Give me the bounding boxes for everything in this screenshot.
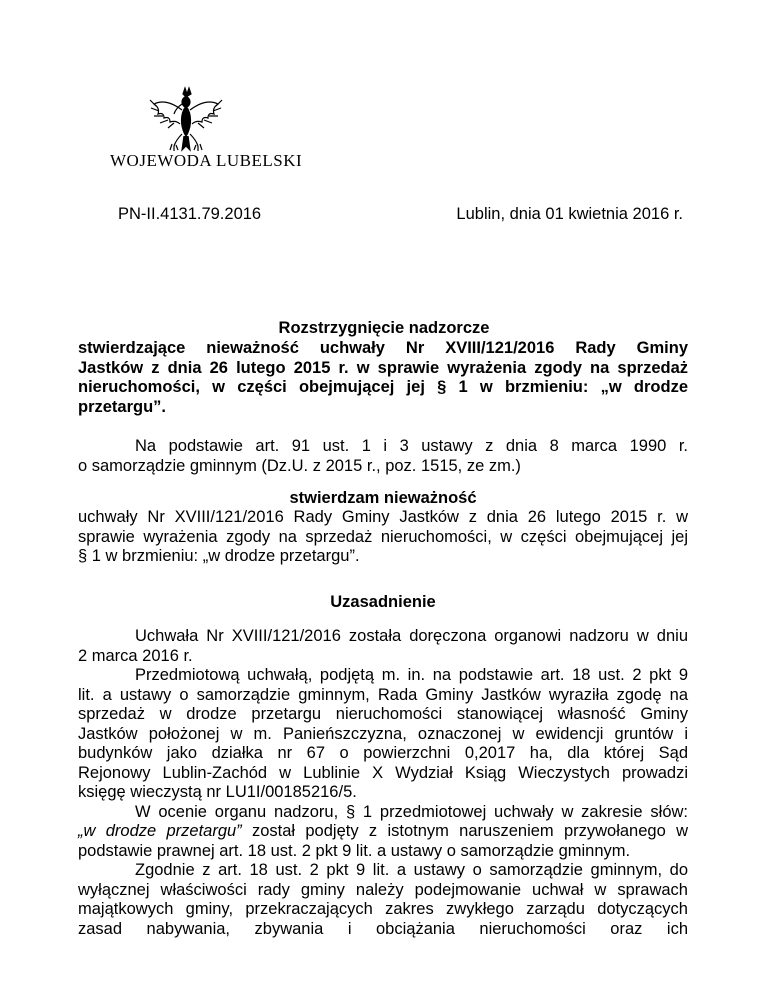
justification-body — [78, 627, 688, 939]
p3-line: W ocenie organu nadzoru, § 1 przedmiotowej uchwały w zakresie słów: — [135, 802, 688, 821]
title-line: stwierdzające nieważność uchwały Nr XVIII/121/2016 Rady Gminy — [78, 339, 688, 357]
issuing-authority: WOJEWODA LUBELSKI — [110, 151, 303, 170]
p2-line: lit. a ustawy o samorządzie gminnym, Rada Gminy Jastków wyraziła zgodę na — [78, 685, 688, 704]
p1-line: 2 marca 2016 r. — [78, 646, 193, 665]
p2-line: Przedmiotową uchwałą, podjętą m. in. na podstawie art. 18 ust. 2 pkt 9 — [135, 666, 688, 684]
basis-line: Na podstawie art. 91 ust. 1 i 3 ustawy z dnia 8 marca 1990 r. — [135, 437, 688, 455]
justification-heading: Uzasadnienie — [330, 593, 436, 611]
p3-line — [78, 822, 688, 842]
quoted-phrase: „w drodze przetargu” — [78, 822, 242, 840]
title-subject — [78, 339, 688, 417]
decision-line: uchwały Nr XVIII/121/2016 Rady Gminy Jastków z dnia 26 lutego 2015 r. w — [78, 508, 688, 526]
p4-line: zasad nabywania, zbywania i obciążania nieruchomości oraz ich — [78, 919, 688, 938]
p2-line: Rejonowy Lublin-Zachód w Lublinie X Wydział Ksiąg Wieczystych prowadzi — [78, 763, 688, 782]
place-and-date: Lublin, dnia 01 kwietnia 2016 r. — [456, 205, 683, 223]
p2-line: sprzedaż w drodze przetargu nieruchomości stanowiącej własność Gminy — [78, 705, 688, 723]
p4-line: wyłącznej właściwości rady gminy należy podejmowanie uchwał w sprawach — [78, 880, 688, 899]
legal-basis — [78, 437, 688, 476]
document-title: Rozstrzygnięcie nadzorcze — [278, 319, 490, 337]
decision-line: sprawie wyrażenia zgody na sprzedaż nieruchomości, w części obejmującej jej — [78, 527, 688, 546]
decision-heading: stwierdzam nieważność — [289, 489, 477, 507]
title-line: nieruchomości, w części obejmującej jej § 1 w brzmieniu: „w drodze — [78, 378, 688, 396]
p2-line: Jastków położonej w m. Panieńszczyzna, oznaczonej w ewidencji gruntów i — [78, 724, 688, 743]
basis-line: o samorządzie gminnym (Dz.U. z 2015 r., poz. 1515, ze zm.) — [78, 456, 521, 475]
decision-line: § 1 w brzmieniu: „w drodze przetargu”. — [78, 547, 360, 565]
p3-line: podstawie prawnej art. 18 ust. 2 pkt 9 lit. a ustawy o samorządzie gminnym. — [78, 841, 631, 860]
title-line: przetargu”. — [78, 397, 167, 416]
eagle-emblem-icon — [146, 84, 226, 154]
title-line: Jastków z dnia 26 lutego 2015 r. w sprawie wyrażenia zgody na sprzedaż — [78, 358, 688, 377]
p2-line: budynków jako działka nr 67 o powierzchni 0,2017 ha, dla której Sąd — [78, 744, 688, 762]
p4-line: majątkowych gminy, przekraczających zakres zwykłego zarządu dotyczących — [78, 900, 688, 918]
decision-text — [78, 508, 688, 567]
reference-number: PN-II.4131.79.2016 — [118, 205, 262, 223]
p2-line: księgę wieczystą nr LU1I/00185216/5. — [78, 783, 357, 801]
p3-line-rest: został podjęty z istotnym naruszeniem przywołanego w — [241, 822, 688, 840]
p1-line: Uchwała Nr XVIII/121/2016 została doręczona organowi nadzoru w dniu — [135, 627, 688, 645]
p4-line: Zgodnie z art. 18 ust. 2 pkt 9 lit. a ustawy o samorządzie gminnym, do — [135, 861, 688, 879]
